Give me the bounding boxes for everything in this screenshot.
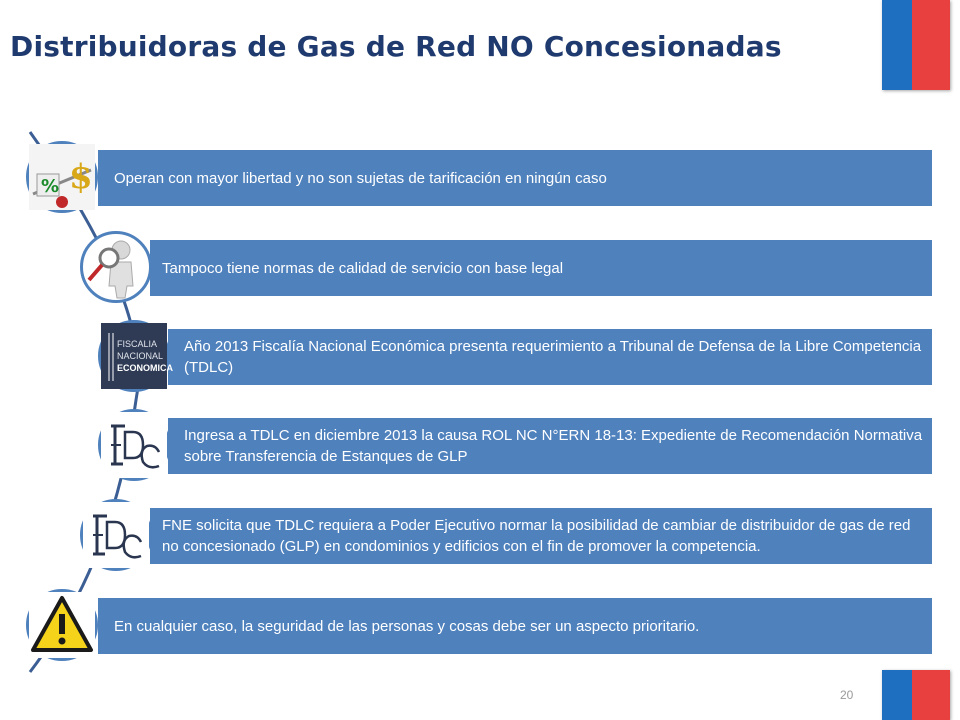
svg-text:%: % [41, 176, 60, 197]
fne-logo-line: ECONOMICA [117, 363, 173, 373]
item-text: Año 2013 Fiscalía Nacional Económica presenta requerimiento a Tribunal de Defensa de la Libre Competencia (TDLC) [184, 338, 922, 376]
item-text: Tampoco tiene normas de calidad de servicio con base legal [162, 259, 564, 277]
list-item [168, 418, 932, 474]
fne-logo-line: NACIONAL [117, 351, 164, 361]
slide-title: Distribuidoras de Gas de Red NO Concesionadas [10, 30, 782, 63]
magnifier-figure-icon [80, 231, 152, 303]
percent-dollar-scale-icon [26, 141, 98, 213]
chile-flag-icon [882, 670, 950, 720]
item-text: FNE solicita que TDLC requiera a Poder Ejecutivo normar la posibilidad de cambiar de distribuidor de gas de red no concesionado (GLP) en condominios y edificios con el fin de promover la competencia. [162, 517, 911, 555]
item-text: Operan con mayor libertad y no son sujetas de tarificación en ningún caso [114, 169, 607, 187]
list-item [150, 240, 932, 296]
list-item [168, 329, 932, 385]
tdlc-logo-icon [98, 409, 170, 481]
item-text: Ingresa a TDLC en diciembre 2013 la causa ROL NC N°ERN 18-13: Expediente de Recomendación Normativa sobre Transferencia de Estanques de GLP [184, 427, 923, 465]
item-text: En cualquier caso, la seguridad de las personas y cosas debe ser un aspecto prioritario. [114, 617, 700, 635]
fne-logo-icon [98, 320, 173, 392]
fne-logo-line: FISCALIA [117, 339, 158, 349]
list-item [98, 150, 932, 206]
warning-icon [26, 589, 98, 661]
svg-text:$: $ [69, 157, 93, 197]
page-number: 20 [840, 688, 854, 702]
list-item [98, 598, 932, 654]
tdlc-logo-icon [80, 499, 152, 571]
list-item [150, 508, 932, 564]
